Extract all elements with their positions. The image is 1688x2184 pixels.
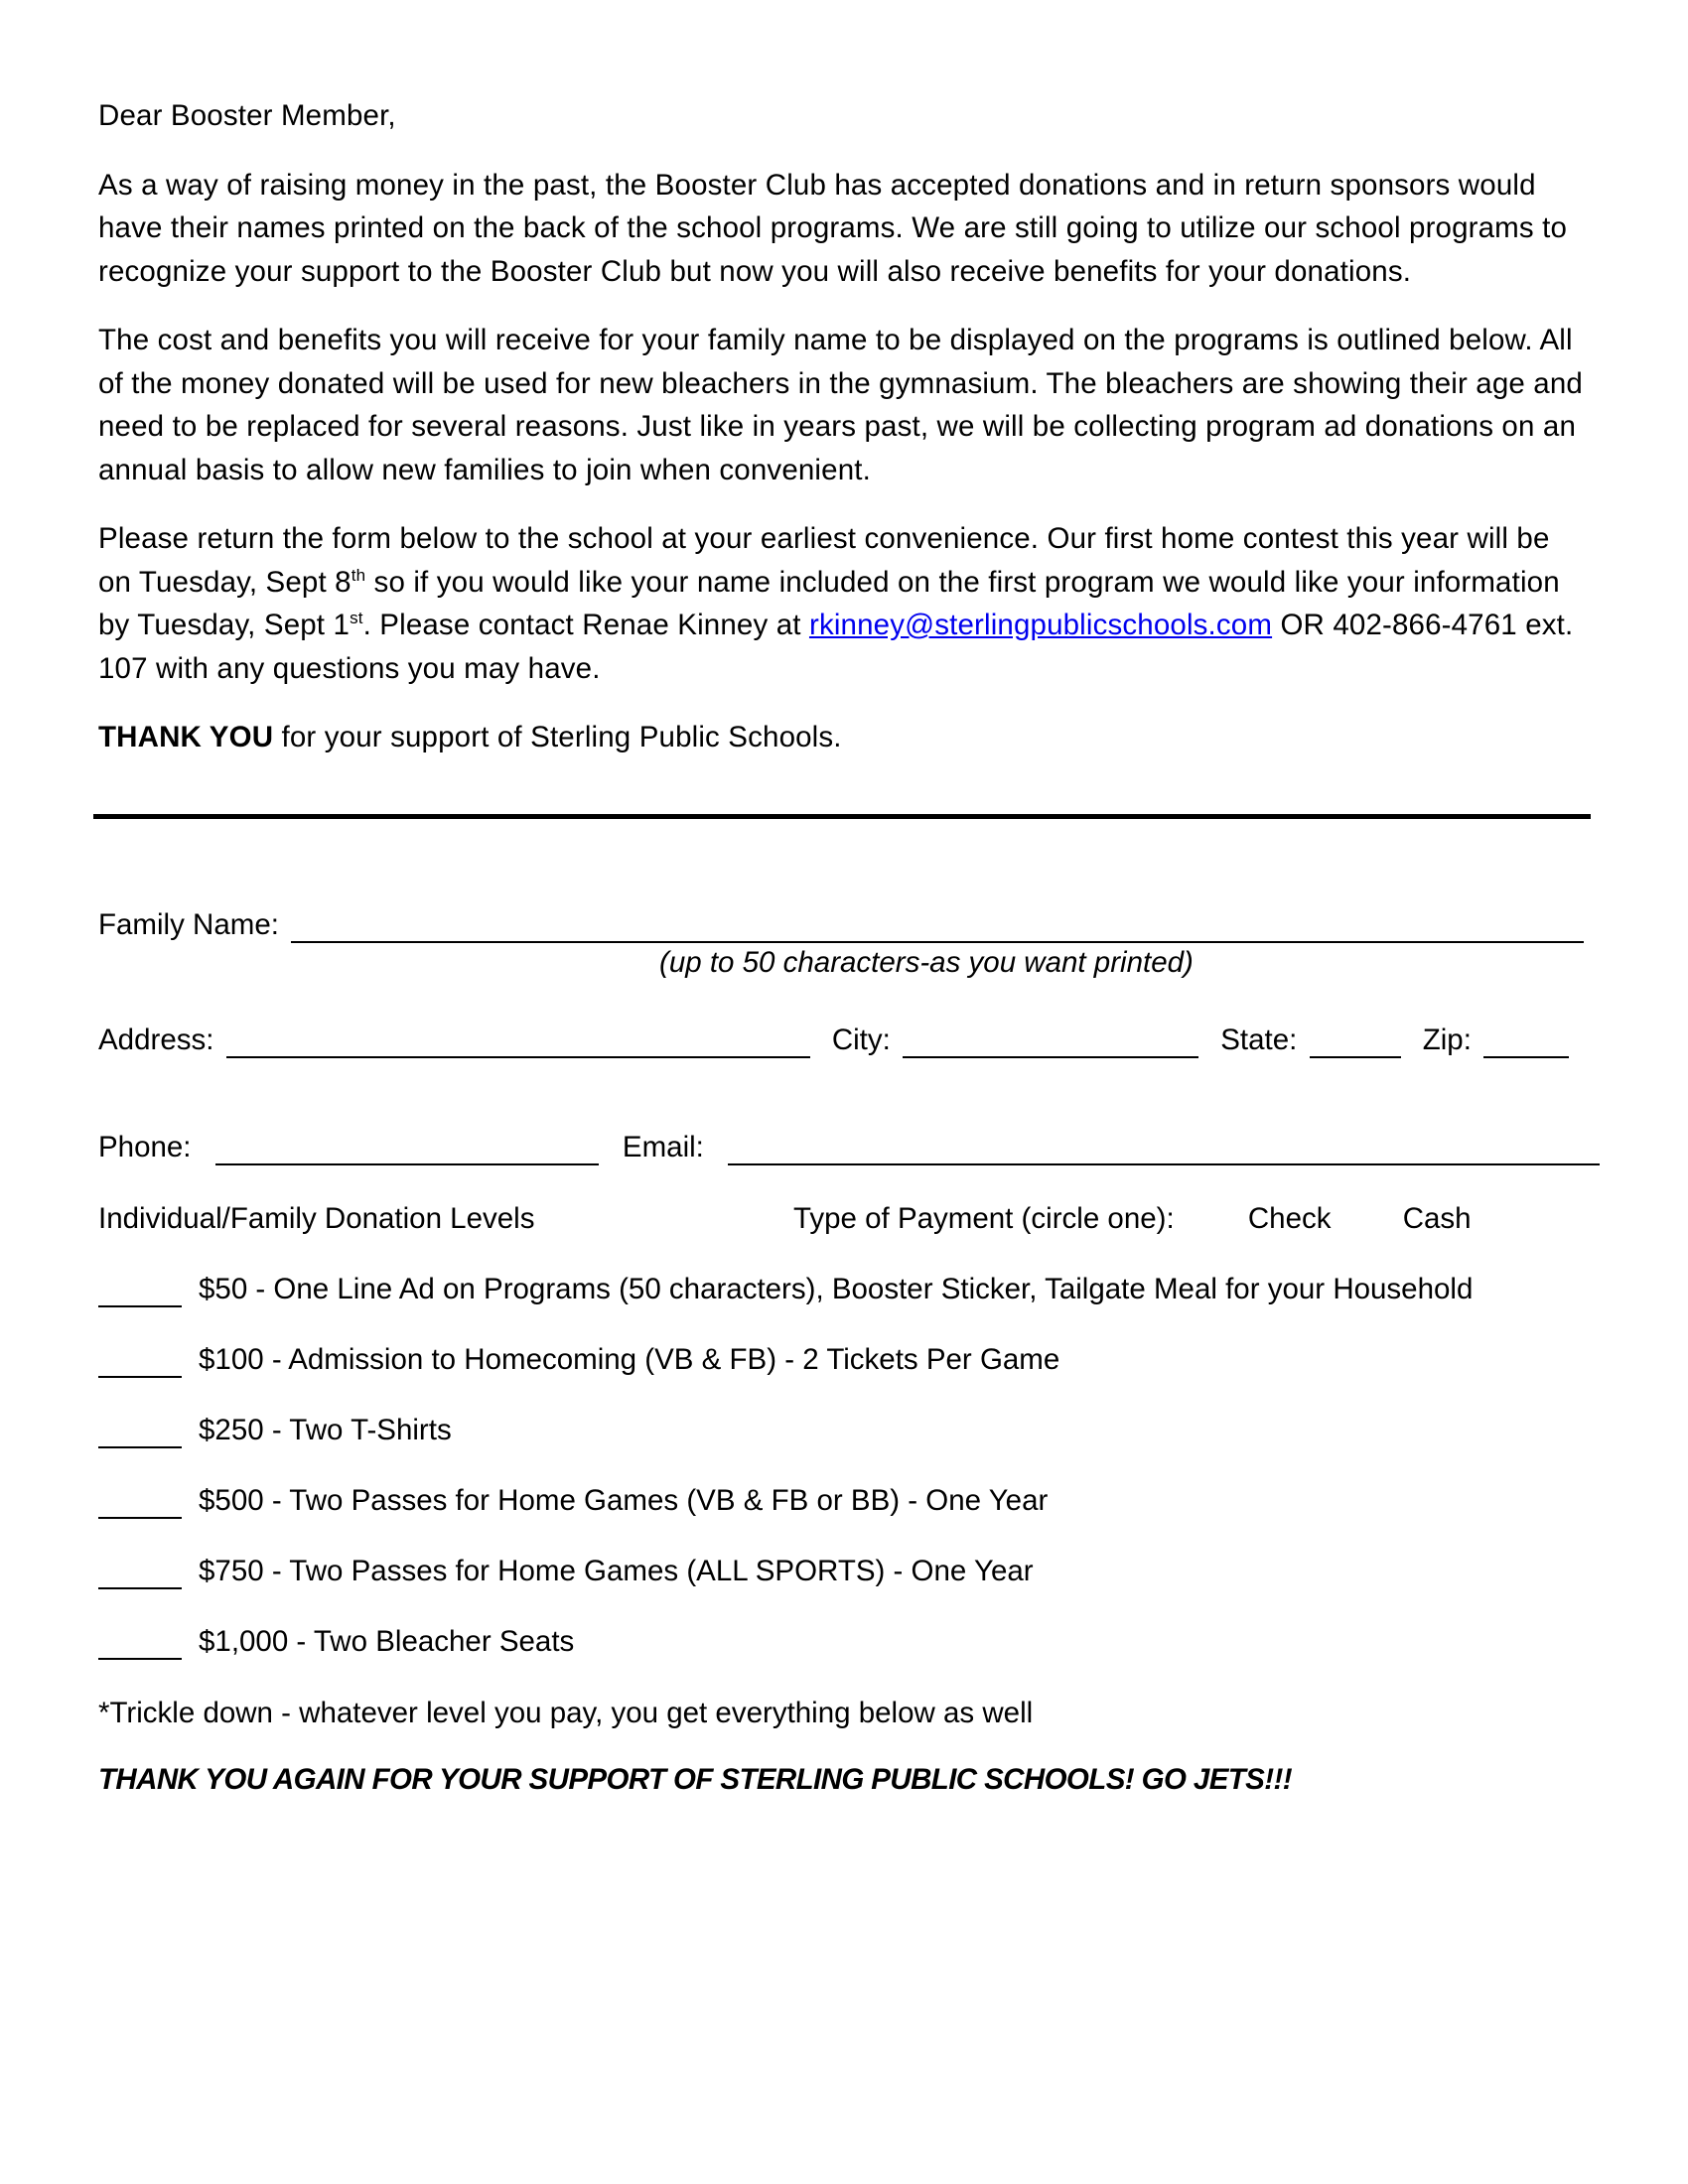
level-text: $750 - Two Passes for Home Games (ALL SPORTS) - One Year [199,1555,1034,1587]
level-text: $100 - Admission to Homecoming (VB & FB) - 2 Tickets Per Game [199,1343,1060,1376]
level-blank[interactable] [98,1558,182,1589]
family-name-row [98,907,1584,943]
thank-you-bold: THANK YOU [98,721,274,753]
family-name-hint: (up to 50 characters-as you want printed) [659,946,1194,979]
trickle-down-note: *Trickle down - whatever level you pay, you get everything below as well [98,1697,1034,1729]
donation-level-750[interactable] [98,1554,1034,1589]
letter [98,94,1590,785]
closing-message: THANK YOU AGAIN FOR YOUR SUPPORT OF STERLING PUBLIC SCHOOLS! GO JETS!!! [98,1763,1292,1796]
paragraph-return-form [98,517,1590,690]
level-blank[interactable] [98,1487,182,1519]
payment-option-check[interactable]: Check [1247,1202,1332,1235]
salutation: Dear Booster Member, [98,99,396,132]
state-field[interactable] [1310,1023,1401,1058]
thank-you-line [98,716,1590,759]
phone-email-row [98,1130,1600,1165]
level-blank[interactable] [98,1276,182,1307]
email-label: Email: [622,1131,704,1163]
thank-you-rest: for your support of Sterling Public Schools. [273,721,842,753]
donation-level-1000[interactable] [98,1624,574,1660]
p3-part-b: so if you would like your name included on the first program we would like your information by Tuesday, Sept 1 [98,565,1560,641]
family-name-field[interactable] [291,907,1584,943]
payment-type-row [793,1201,1472,1237]
paragraph-benefits: The cost and benefits you will receive for your family name to be displayed on the programs is outlined below. All of the money donated will be used for new bleachers in the gymnasium. The bleachers are showing their age and need to be replaced for several reasons. Just like in years past, we will be collecting program ad donations on an annual basis to allow new families to join when convenient. [98,324,1583,486]
superscript-th: th [351,565,366,585]
city-label: City: [831,1024,891,1056]
level-blank[interactable] [98,1417,182,1448]
donation-level-100[interactable] [98,1342,1059,1378]
level-text: $50 - One Line Ad on Programs (50 characters), Booster Sticker, Tailgate Meal for your Household [199,1273,1474,1305]
address-label: Address: [98,1024,214,1056]
donation-level-250[interactable] [98,1413,452,1448]
donation-level-50[interactable] [98,1272,1473,1307]
level-text: $250 - Two T-Shirts [199,1414,452,1446]
city-field[interactable] [903,1023,1198,1058]
state-label: State: [1220,1024,1298,1056]
email-field[interactable] [728,1130,1600,1165]
donation-level-500[interactable] [98,1483,1048,1519]
p3-part-d: OR 402-866-4761 ext. 107 with any questions you may have. [98,609,1574,685]
zip-field[interactable] [1483,1023,1569,1058]
payment-option-cash[interactable]: Cash [1402,1202,1472,1235]
p3-part-a: Please return the form below to the school at your earliest convenience. Our first home contest this year will be on Tuesday, Sept 8 [98,522,1550,599]
phone-field[interactable] [215,1130,599,1165]
address-field[interactable] [226,1023,810,1058]
paragraph-intro: As a way of raising money in the past, the Booster Club has accepted donations and in return sponsors would have their names printed on the back of the school programs. We are still going to utilize our school programs to recognize your support to the Booster Club but now you will also receive benefits for your donations. [98,168,1568,288]
zip-label: Zip: [1422,1024,1472,1056]
level-blank[interactable] [98,1346,182,1378]
levels-heading: Individual/Family Donation Levels [98,1202,535,1235]
family-name-label: Family Name: [98,908,279,941]
level-blank[interactable] [98,1628,182,1660]
phone-label: Phone: [98,1131,192,1163]
address-row [98,1023,1569,1058]
contact-email-link[interactable]: rkinney@sterlingpublicschools.com [808,609,1273,641]
level-text: $500 - Two Passes for Home Games (VB & FB or BB) - One Year [199,1484,1049,1517]
section-divider [93,814,1591,819]
level-text: $1,000 - Two Bleacher Seats [199,1625,575,1658]
superscript-st: st [350,609,363,628]
p3-part-c: . Please contact Renae Kinney at [362,609,809,641]
payment-type-label: Type of Payment (circle one): [793,1202,1175,1235]
levels-heading-row [98,1201,534,1237]
